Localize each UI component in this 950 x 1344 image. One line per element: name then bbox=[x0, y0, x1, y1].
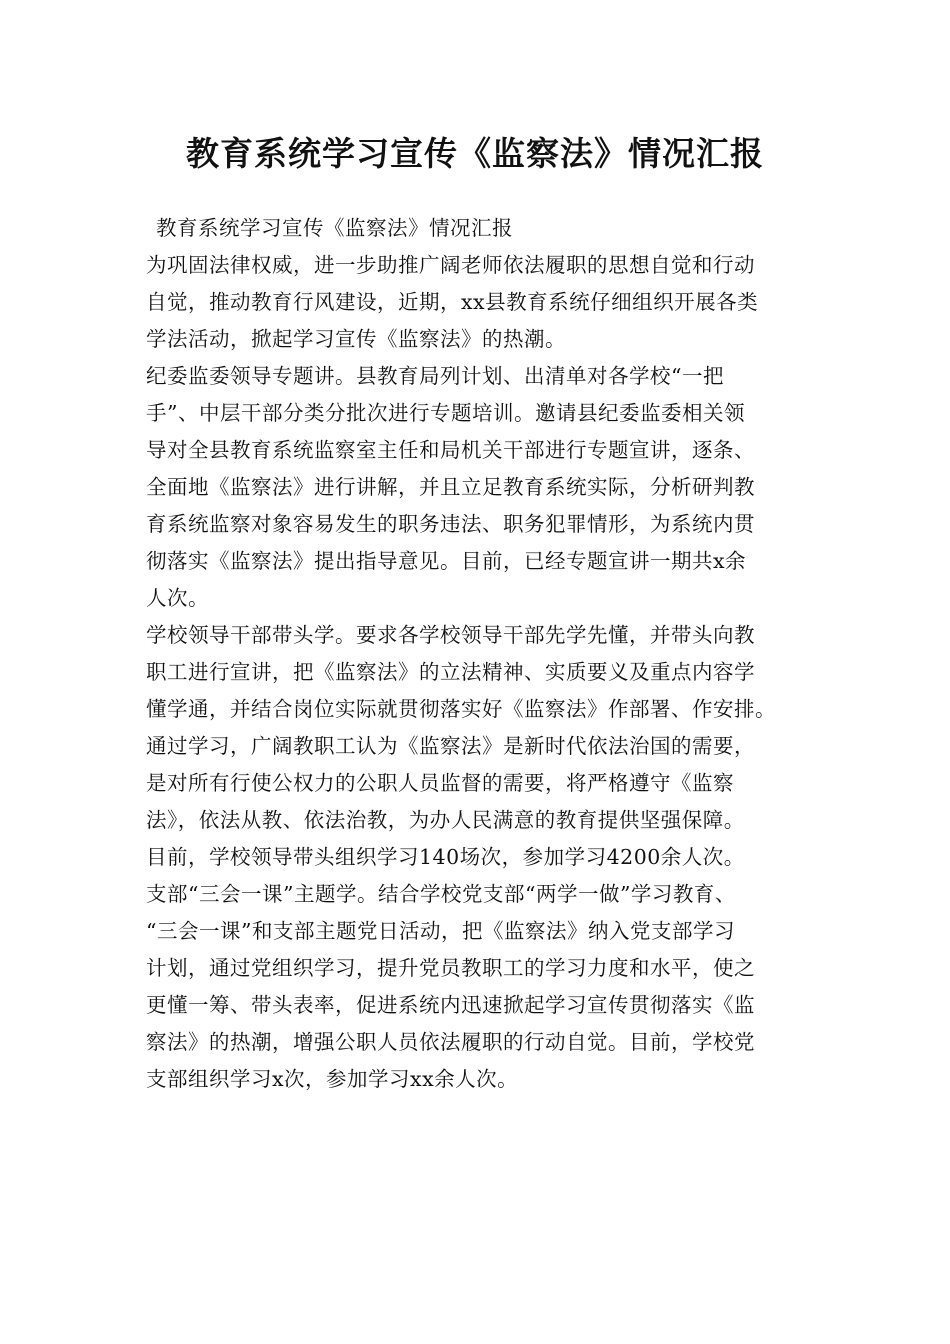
text-line: 支部“三会一课”主题学。结合学校党支部“两学一做”学习教育、 bbox=[146, 882, 736, 906]
text-line: 通过学习，广阔教职工认为《监察法》是新时代依法治国的需要， bbox=[146, 734, 755, 758]
text-line: 自觉，推动教育行风建设，近期，xx县教育系统仔细组织开展各类 bbox=[146, 290, 759, 314]
text-line: “三会一课”和支部主题党日活动，把《监察法》纳入党支部学习 bbox=[146, 919, 735, 943]
text-line: 导对全县教育系统监察室主任和局机关干部进行专题宣讲，逐条、 bbox=[146, 438, 755, 462]
text-line: 纪委监委领导专题讲。县教育局列计划、出清单对各学校“一把 bbox=[146, 364, 724, 388]
text-line: 职工进行宣讲，把《监察法》的立法精神、实质要义及重点内容学 bbox=[146, 660, 755, 684]
document-body bbox=[146, 210, 836, 1098]
text-line: 育系统监察对象容易发生的职务违法、职务犯罪情形，为系统内贯 bbox=[146, 512, 755, 536]
text-line: 支部组织学习x次，参加学习xx余人次。 bbox=[146, 1067, 519, 1091]
text-line: 法》，依法从教、依法治教，为办人民满意的教育提供坚强保障。 bbox=[146, 808, 745, 832]
text-line: 察法》的热潮，增强公职人员依法履职的行动自觉。目前，学校党 bbox=[146, 1030, 755, 1054]
text-line: 学校领导干部带头学。要求各学校领导干部先学先懂，并带头向教 bbox=[146, 623, 755, 647]
text-line: 计划，通过党组织学习，提升党员教职工的学习力度和水平，使之 bbox=[146, 956, 755, 980]
text-line: 为巩固法律权威，进一步助推广阔老师依法履职的思想自觉和行动 bbox=[146, 253, 755, 277]
text-line: 懂学通，并结合岗位实际就贯彻落实好《监察法》作部署、作安排。 bbox=[146, 697, 776, 721]
text-line: 彻落实《监察法》提出指导意见。目前，已经专题宣讲一期共x余 bbox=[146, 549, 747, 573]
document-subtitle: 教育系统学习宣传《监察法》情况汇报 bbox=[156, 216, 513, 240]
text-line: 目前，学校领导带头组织学习140场次，参加学习4200余人次。 bbox=[146, 845, 745, 869]
text-line: 是对所有行使公权力的公职人员监督的需要，将严格遵守《监察 bbox=[146, 771, 734, 795]
text-line: 更懂一筹、带头表率，促进系统内迅速掀起学习宣传贯彻落实《监 bbox=[146, 993, 755, 1017]
text-line: 全面地《监察法》进行讲解，并且立足教育系统实际，分析研判教 bbox=[146, 475, 755, 499]
text-line: 学法活动，掀起学习宣传《监察法》的热潮。 bbox=[146, 327, 566, 351]
text-line: 手”、中层干部分类分批次进行专题培训。邀请县纪委监委相关领 bbox=[146, 401, 745, 425]
text-line: 人次。 bbox=[146, 586, 209, 610]
document-title: 教育系统学习宣传《监察法》情况汇报 bbox=[186, 134, 764, 173]
